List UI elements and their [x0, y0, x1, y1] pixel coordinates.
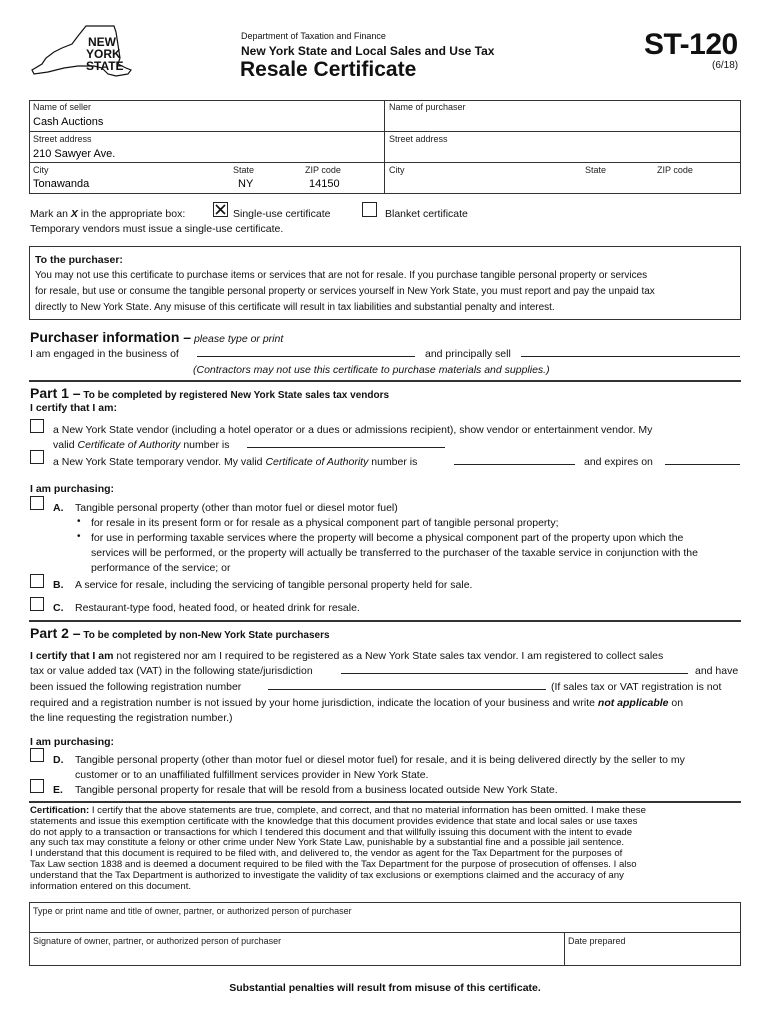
- option-c-checkbox[interactable]: [30, 597, 44, 611]
- option-a-bullet-1: for resale in its present form or for resale as a physical component part of tangible personal property;: [91, 517, 559, 529]
- certification-line: understand that the Tax Department is authorized to investigate the validity of tax exclusions or exemptions claimed and the accuracy of any: [30, 869, 624, 881]
- certification-heading: Certification:: [30, 805, 90, 816]
- part2-line-2: tax or value added tax (VAT) in the following state/jurisdiction: [30, 665, 313, 677]
- option-d-letter: D.: [53, 754, 64, 766]
- option-d-checkbox[interactable]: [30, 748, 44, 762]
- part1-certify: I certify that I am:: [30, 402, 117, 414]
- principally-sell-label: and principally sell: [425, 348, 511, 360]
- part2-line-3-end: (If sales tax or VAT registration is not: [551, 681, 722, 693]
- blanket-label: Blanket certificate: [385, 208, 468, 220]
- business-field[interactable]: [197, 356, 415, 357]
- vendor-authority-number-field[interactable]: [247, 447, 445, 448]
- text: I certify that the above statements are true, complete, and correct, and that no material information has been omitted. I make these: [89, 805, 646, 816]
- heading-text: Purchaser information –: [30, 329, 192, 345]
- seller-name-field[interactable]: Cash Auctions: [33, 116, 104, 128]
- part1-purchasing-label: I am purchasing:: [30, 483, 115, 495]
- part2-line-5: the line requesting the registration number.): [30, 712, 233, 724]
- part1-vendor-text: a New York State vendor (including a hotel operator or a dues or admissions recipient), show vendor or entertainment vendor. My: [53, 424, 653, 436]
- notice-heading: To the purchaser:: [35, 254, 123, 266]
- bullet-icon: •: [77, 516, 81, 527]
- grid-row-line: [29, 162, 741, 163]
- part1-temporary-checkbox[interactable]: [30, 450, 44, 464]
- purchaser-zip-field[interactable]: [657, 176, 737, 191]
- option-c-letter: C.: [53, 602, 64, 614]
- option-d-text: Tangible personal property (other than motor fuel or diesel motor fuel) for resale, and it is being delivered directly by the seller to my: [75, 754, 685, 766]
- part1-vendor-text-2: [53, 439, 229, 451]
- option-b-text: A service for resale, including the servicing of tangible personal property held for sale.: [75, 579, 473, 591]
- signature-row-line: [29, 932, 741, 933]
- text: not registered nor am I required to be registered as a New York State sales tax vendor. I am registered to collect sales: [113, 650, 664, 662]
- grid-row-line: [29, 131, 741, 132]
- heading-note: please type or print: [191, 333, 284, 345]
- jurisdiction-field[interactable]: [341, 673, 688, 674]
- principally-sell-field[interactable]: [521, 356, 740, 357]
- option-a-bullet-2-cont: performance of the service; or: [91, 562, 231, 574]
- text: number is: [180, 439, 230, 451]
- text-italic: Certificate of Authority: [77, 439, 181, 451]
- option-e-text: Tangible personal property for resale that will be resold from a business located outside New York State.: [75, 784, 558, 796]
- certification-line: do not apply to a transaction or transactions for which I tendered this document and that willfully issuing this document with the intent to evade: [30, 826, 633, 838]
- option-a-letter: A.: [53, 502, 64, 514]
- date-prepared-label: Date prepared: [568, 936, 626, 946]
- part2-line-1: [30, 650, 663, 662]
- text: required and a registration number is not issued by your home jurisdiction, indicate the location of your business and write: [30, 697, 598, 709]
- temporary-authority-number-field[interactable]: [454, 464, 575, 465]
- option-a-bullet-2-cont: services will be performed, or the property will actually be transferred to the purchaser of the taxable service in conjunction with the: [91, 547, 698, 559]
- expires-label: and expires on: [584, 456, 653, 468]
- certification-line: information entered on this document.: [30, 880, 192, 892]
- option-e-checkbox[interactable]: [30, 779, 44, 793]
- name-title-label: Type or print name and title of owner, partner, or authorized person of purchaser: [33, 906, 352, 916]
- certification-line: any such tax may constitute a felony or other crime under New York State Law, punishable by a substantial fine and a possible jail sentence.: [30, 837, 625, 849]
- option-b-checkbox[interactable]: [30, 574, 44, 588]
- part2-line-3: been issued the following registration number: [30, 681, 242, 693]
- check-x-icon: [214, 203, 227, 216]
- seller-street-label: Street address: [33, 134, 92, 144]
- purchaser-name-field[interactable]: [389, 114, 737, 129]
- option-a-bullet-2: for use in performing taxable services where the property will become a physical component part of the property upon which the: [91, 532, 684, 544]
- option-a-checkbox[interactable]: [30, 496, 44, 510]
- part1-title: Part 1 –: [30, 385, 81, 401]
- certification-text: [30, 806, 742, 892]
- option-c-text: Restaurant-type food, heated food, or heated drink for resale.: [75, 602, 360, 614]
- expires-date-field[interactable]: [665, 464, 740, 465]
- purchaser-name-label: Name of purchaser: [389, 102, 466, 112]
- purchaser-city-field[interactable]: [389, 176, 569, 191]
- name-title-field[interactable]: [33, 916, 733, 930]
- purchaser-info-heading: [30, 329, 283, 345]
- part2-purchasing-label: I am purchasing:: [30, 736, 115, 748]
- section-divider: [29, 620, 741, 622]
- section-divider: [29, 380, 741, 382]
- text-bold: I certify that I am: [30, 650, 114, 662]
- grid-divider: [384, 100, 385, 194]
- part1-heading: [30, 385, 389, 401]
- department-name: Department of Taxation and Finance: [241, 31, 386, 41]
- part2-title: Part 2 –: [30, 625, 81, 641]
- part1-note: To be completed by registered New York State sales tax vendors: [80, 390, 390, 401]
- form-subtitle: New York State and Local Sales and Use Tax: [241, 44, 495, 58]
- text: a New York State temporary vendor. My valid: [53, 456, 266, 468]
- contractor-note: (Contractors may not use this certificate to purchase materials and supplies.): [193, 364, 550, 376]
- option-e-letter: E.: [53, 784, 63, 796]
- notice-line: for resale, but use or consume the tangible personal property or services yourself in New York State, you must report and pay the unpaid tax: [35, 286, 655, 297]
- logo-text-new: NEW: [88, 35, 116, 49]
- notice-line: directly to New York State. Any misuse of this certificate will result in tax liabilities and substantial penalty and interest.: [35, 302, 555, 313]
- seller-name-label: Name of seller: [33, 102, 92, 112]
- seller-city-field[interactable]: Tonawanda: [33, 178, 90, 190]
- purchaser-city-label: City: [389, 165, 405, 175]
- bullet-icon: •: [77, 531, 81, 542]
- part2-note: To be completed by non-New York State purchasers: [80, 630, 330, 641]
- text: number is: [368, 456, 418, 468]
- form-revision: (6/18): [712, 60, 739, 71]
- signature-field[interactable]: [33, 947, 558, 963]
- purchaser-street-field[interactable]: [389, 146, 737, 161]
- prompt-text: Mark an: [30, 208, 71, 220]
- part2-heading: [30, 625, 330, 641]
- logo-text-state: STATE: [86, 59, 124, 73]
- seller-street-field[interactable]: 210 Sawyer Ave.: [33, 148, 116, 160]
- part2-line-4: [30, 697, 683, 709]
- registration-number-field[interactable]: [268, 689, 546, 690]
- option-b-letter: B.: [53, 579, 64, 591]
- text: valid: [53, 439, 78, 451]
- certification-line: statements and issue this exemption certificate with the knowledge that this document provides evidence that state and local sales or use taxes: [30, 815, 638, 827]
- signature-label: Signature of owner, partner, or authorized person of purchaser: [33, 936, 282, 946]
- purchaser-street-label: Street address: [389, 134, 448, 144]
- single-use-label: Single-use certificate: [233, 208, 331, 220]
- purchaser-state-label: State: [585, 165, 607, 175]
- prompt-x: X: [70, 208, 78, 220]
- purchaser-state-field[interactable]: [585, 176, 640, 191]
- blanket-checkbox[interactable]: [362, 202, 377, 217]
- temporary-vendor-note: Temporary vendors must issue a single-use certificate.: [30, 223, 284, 235]
- seller-state-label: State: [233, 165, 255, 175]
- signature-col-line: [564, 932, 565, 966]
- form-number: ST-120: [644, 28, 738, 61]
- section-divider: [29, 801, 741, 803]
- new-york-state-map-logo: [28, 24, 134, 84]
- single-use-checkbox[interactable]: [213, 202, 228, 217]
- certificate-type-prompt: [30, 208, 185, 220]
- seller-city-label: City: [33, 165, 49, 175]
- part1-temporary-text: [53, 456, 417, 468]
- part1-vendor-checkbox[interactable]: [30, 419, 44, 433]
- prompt-text-end: in the appropriate box:: [77, 208, 186, 220]
- text-bold-italic: not applicable: [597, 697, 669, 709]
- text: on: [668, 697, 684, 709]
- text-italic: Certificate of Authority: [265, 456, 369, 468]
- seller-zip-field[interactable]: 14150: [309, 178, 340, 190]
- part2-line-2-end: and have: [695, 665, 739, 677]
- logo-text-york: YORK: [86, 47, 121, 61]
- purchaser-zip-label: ZIP code: [657, 165, 693, 175]
- penalty-footer: Substantial penalties will result from misuse of this certificate.: [229, 982, 541, 994]
- certification-line: I understand that this document is required to be filed with, and delivered to, the vendor as agent for the Tax Department for the purposes of: [30, 848, 623, 860]
- seller-state-field[interactable]: NY: [238, 178, 254, 190]
- form-title: Resale Certificate: [240, 58, 417, 81]
- option-d-text-cont: customer or to an unaffiliated fulfillment services provider in New York State.: [75, 769, 429, 781]
- certification-line: Tax Law section 1838 and is deemed a document required to be filed with the Tax Department for the purpose of prosecution of offenses. I also: [30, 858, 637, 870]
- seller-zip-label: ZIP code: [305, 165, 341, 175]
- notice-line: You may not use this certificate to purchase items or services that are not for resale. If you purchase tangible personal property or services: [35, 270, 648, 281]
- business-label: I am engaged in the business of: [30, 348, 179, 360]
- option-a-text: Tangible personal property (other than motor fuel or diesel motor fuel): [75, 502, 398, 514]
- date-prepared-field[interactable]: [568, 947, 736, 963]
